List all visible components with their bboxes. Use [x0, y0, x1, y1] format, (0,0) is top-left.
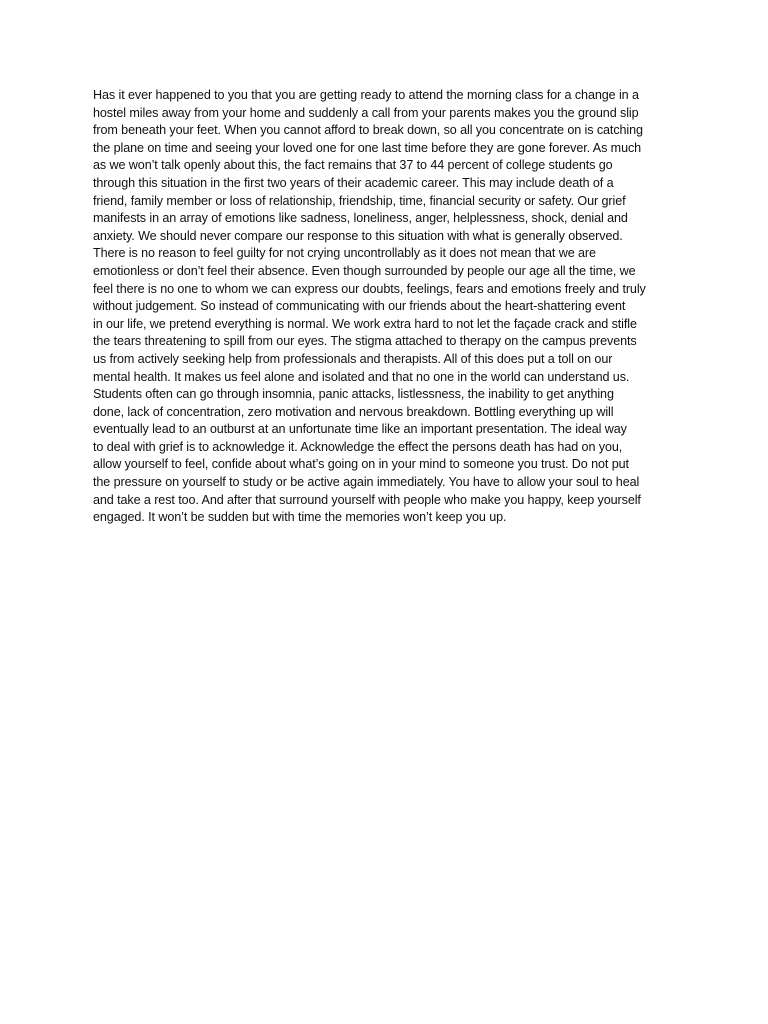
- paragraph-line: emotionless or don’t feel their absence. Even though surrounded by people our age all the time, we: [93, 263, 636, 278]
- paragraph-line: hostel miles away from your home and suddenly a call from your parents makes you the ground slip: [93, 105, 639, 120]
- paragraph-line: the plane on time and seeing your loved one for one last time before they are gone forever. As much: [93, 140, 642, 155]
- paragraph-line: in our life, we pretend everything is normal. We work extra hard to not let the façade crack and stifle: [93, 316, 637, 331]
- paragraph-line: done, lack of concentration, zero motivation and nervous breakdown. Bottling everything up will: [93, 404, 614, 419]
- paragraph-line: manifests in an array of emotions like sadness, loneliness, anger, helplessness, shock, denial and: [93, 211, 628, 226]
- paragraph-line: allow yourself to feel, confide about what’s going on in your mind to someone you trust. Do not put: [93, 457, 629, 472]
- paragraph-line: and take a rest too. And after that surround yourself with people who make you happy, keep yourself: [93, 492, 641, 507]
- paragraph-line: feel there is no one to whom we can express our doubts, feelings, fears and emotions freely and truly: [93, 281, 646, 296]
- paragraph-line: anxiety. We should never compare our response to this situation with what is generally observed.: [93, 228, 623, 243]
- paragraph-line: There is no reason to feel guilty for not crying uncontrollably as it does not mean that we are: [93, 246, 596, 261]
- paragraph-line: mental health. It makes us feel alone and isolated and that no one in the world can understand us.: [93, 369, 630, 384]
- paragraph-line: from beneath your feet. When you cannot afford to break down, so all you concentrate on is catching: [93, 123, 643, 138]
- paragraph-line: through this situation in the first two years of their academic career. This may include death of a: [93, 175, 614, 190]
- paragraph-line: to deal with grief is to acknowledge it. Acknowledge the effect the persons death has had on you,: [93, 439, 623, 454]
- paragraph-line: without judgement. So instead of communicating with our friends about the heart-shattering event: [93, 299, 626, 314]
- paragraph-line: Students often can go through insomnia, panic attacks, listlessness, the inability to get anything: [93, 387, 614, 402]
- body-paragraph: [93, 87, 693, 527]
- paragraph-line: engaged. It won’t be sudden but with time the memories won’t keep you up.: [93, 510, 507, 525]
- paragraph-line: as we won’t talk openly about this, the fact remains that 37 to 44 percent of college students go: [93, 158, 613, 173]
- paragraph-line: eventually lead to an outburst at an unfortunate time like an important presentation. The ideal way: [93, 422, 627, 437]
- paragraph-line: us from actively seeking help from professionals and therapists. All of this does put a toll on our: [93, 351, 613, 366]
- paragraph-line: Has it ever happened to you that you are getting ready to attend the morning class for a change in a: [93, 88, 639, 102]
- paragraph-line: friend, family member or loss of relationship, friendship, time, financial security or safety. Our grief: [93, 193, 626, 208]
- paragraph-line: the tears threatening to spill from our eyes. The stigma attached to therapy on the campus prevents: [93, 334, 637, 349]
- paragraph-line: the pressure on yourself to study or be active again immediately. You have to allow your soul to heal: [93, 475, 640, 490]
